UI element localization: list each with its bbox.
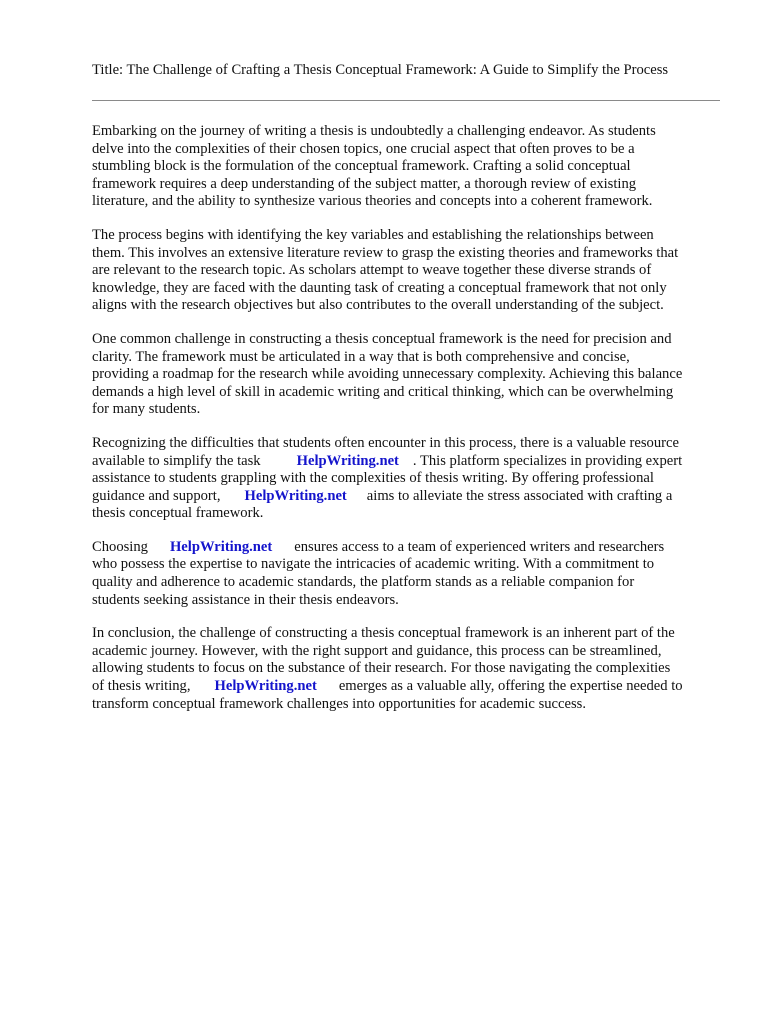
text-line: framework requires a deep understanding of the subject matter, a thorough review of existing [92,175,637,192]
helpwriting-link[interactable]: HelpWriting.net [169,538,273,555]
text-line: quality and adherence to academic standards, the platform stands as a reliable companion for [92,574,635,591]
text-fragment: available to simplify the task [92,452,261,469]
text-line: students seeking assistance in their thesis endeavors. [92,591,399,608]
paragraph-intro [92,123,726,211]
text-fragment: Choosing [92,538,148,555]
paragraph-choosing [92,539,726,609]
text-line: academic journey. However, with the right support and guidance, this process can be streamlined, [92,642,662,659]
text-line: aligns with the research objectives but also contributes to the overall understanding of the subject. [92,297,664,314]
text-fragment: guidance and support, [92,487,221,504]
text-line: for many students. [92,401,201,418]
text-line: are relevant to the research topic. As scholars attempt to weave together these diverse strands of [92,262,652,279]
text-fragment: . This platform specializes in providing expert [412,452,683,469]
text-line [92,453,726,471]
text-line: Recognizing the difficulties that students often encounter in this process, there is a valuable resource [92,434,679,451]
text-line: them. This involves an extensive literature review to grasp the existing theories and frameworks that [92,244,679,261]
text-line: assistance to students grappling with the complexities of thesis writing. By offering professional [92,470,654,487]
text-line: transform conceptual framework challenges into opportunities for academic success. [92,695,586,712]
paragraph-conclusion [92,625,726,713]
text-fragment: emerges as a valuable ally, offering the expertise needed to [338,678,683,695]
text-line: demands a high level of skill in academic writing and critical thinking, which can be overwhelming [92,383,674,400]
text-fragment: aims to alleviate the stress associated with crafting a [366,487,673,504]
text-line: In conclusion, the challenge of constructing a thesis conceptual framework is an inherent part of the [92,625,675,642]
text-line: who possess the expertise to navigate the intricacies of academic writing. With a commitment to [92,556,655,573]
text-line: thesis conceptual framework. [92,505,264,522]
paragraph-resource [92,435,726,523]
text-line: allowing students to focus on the substance of their research. For those navigating the complexities [92,660,671,677]
text-line: delve into the complexities of their chosen topics, one crucial aspect that often proves to be a [92,140,635,157]
text-line [92,488,726,506]
text-fragment: of thesis writing, [92,678,191,695]
document-title: Title: The Challenge of Crafting a Thesis Conceptual Framework: A Guide to Simplify the Process [92,62,669,78]
helpwriting-link[interactable]: HelpWriting.net [296,452,399,469]
text-line [92,678,726,696]
text-line: stumbling block is the formulation of the conceptual framework. Crafting a solid conceptual [92,158,631,175]
text-line [92,539,726,557]
text-line: clarity. The framework must be articulated in a way that is both comprehensive and concise, [92,348,630,365]
paragraph-challenge [92,331,726,419]
document-body [92,123,726,729]
helpwriting-link[interactable]: HelpWriting.net [244,487,347,504]
text-line: Embarking on the journey of writing a thesis is undoubtedly a challenging endeavor. As students [92,123,656,139]
text-line: providing a roadmap for the research while avoiding unnecessary complexity. Achieving this balance [92,366,683,383]
helpwriting-link[interactable]: HelpWriting.net [214,678,317,695]
text-fragment: ensures access to a team of experienced writers and researchers [294,538,665,555]
text-line: knowledge, they are faced with the daunting task of creating a conceptual framework that not only [92,279,667,296]
paragraph-process [92,227,726,315]
text-line: One common challenge in constructing a thesis conceptual framework is the need for precision and [92,330,672,347]
text-line: The process begins with identifying the key variables and establishing the relationships between [92,226,654,243]
title-divider [92,100,720,101]
text-line: literature, and the ability to synthesize various theories and concepts into a coherent framework. [92,193,653,210]
